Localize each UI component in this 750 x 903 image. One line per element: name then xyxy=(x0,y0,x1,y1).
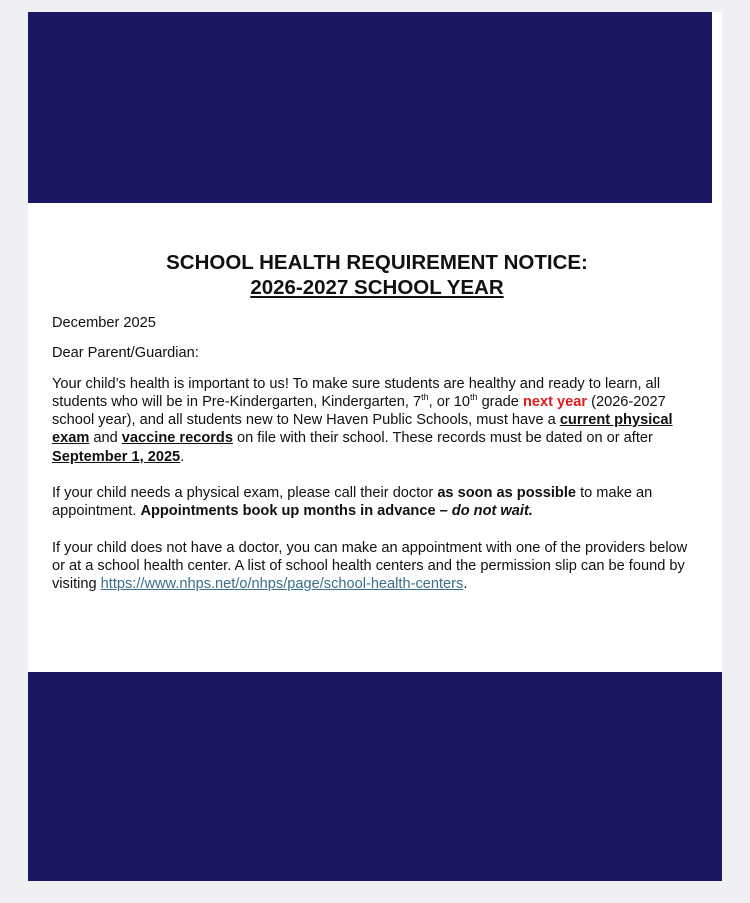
para3-text-2: . xyxy=(463,576,468,593)
para1-text-6: on file with their school. These records must be dated on or after xyxy=(232,430,653,447)
appointments-warning: Appointments book up months in advance – xyxy=(140,503,452,520)
para1-text-7: . xyxy=(180,448,185,465)
health-centers-link[interactable]: https://www.nhps.net/o/nhps/page/school-health-centers xyxy=(100,576,464,593)
superscript-th: th xyxy=(421,392,429,403)
greeting: Dear Parent/Guardian: xyxy=(52,345,199,362)
para2-text-1: If your child needs a physical exam, please call their doctor xyxy=(52,485,438,502)
para1-text-5: and xyxy=(89,430,122,447)
paragraph-providers xyxy=(52,539,702,594)
notice-content xyxy=(52,250,702,594)
para2-text-2: to make an appointment. xyxy=(52,485,653,520)
asap-emphasis: as soon as possible xyxy=(437,485,577,502)
footer-band xyxy=(28,672,722,881)
notice-date: December 2025 xyxy=(52,315,156,331)
para1-text-3: grade xyxy=(477,393,523,410)
title-line-2: 2026-2027 SCHOOL YEAR xyxy=(250,276,504,299)
notice-title xyxy=(52,250,702,300)
paragraph-requirements xyxy=(52,375,702,466)
next-year-highlight: next year xyxy=(522,393,588,410)
paragraph-physical-exam xyxy=(52,484,702,521)
document-page xyxy=(28,12,722,881)
para1-text-1: Your child’s health is important to us! To make sure students are healthy and ready to learn, all students who will be in Pre-Kindergarten, Kindergarten, 7 xyxy=(52,375,661,410)
title-line-1: SCHOOL HEALTH REQUIREMENT NOTICE: xyxy=(166,251,588,274)
do-not-wait-emphasis: do not wait. xyxy=(451,503,533,520)
deadline-date: September 1, 2025 xyxy=(52,448,181,465)
header-band xyxy=(28,12,712,203)
superscript-th: th xyxy=(470,392,478,403)
vaccine-records-emphasis: vaccine records xyxy=(121,430,233,447)
para1-text-2: , or 10 xyxy=(428,393,470,410)
physical-exam-emphasis: current physical exam xyxy=(52,412,673,447)
para3-text-1: If your child does not have a doctor, you can make an appointment with one of the providers below or at a school health center. A list of school health centers and the permission slip can be found by visiting xyxy=(52,539,688,593)
para1-text-4: (2026-2027 school year), and all students new to New Haven Public Schools, must have a xyxy=(52,393,666,429)
